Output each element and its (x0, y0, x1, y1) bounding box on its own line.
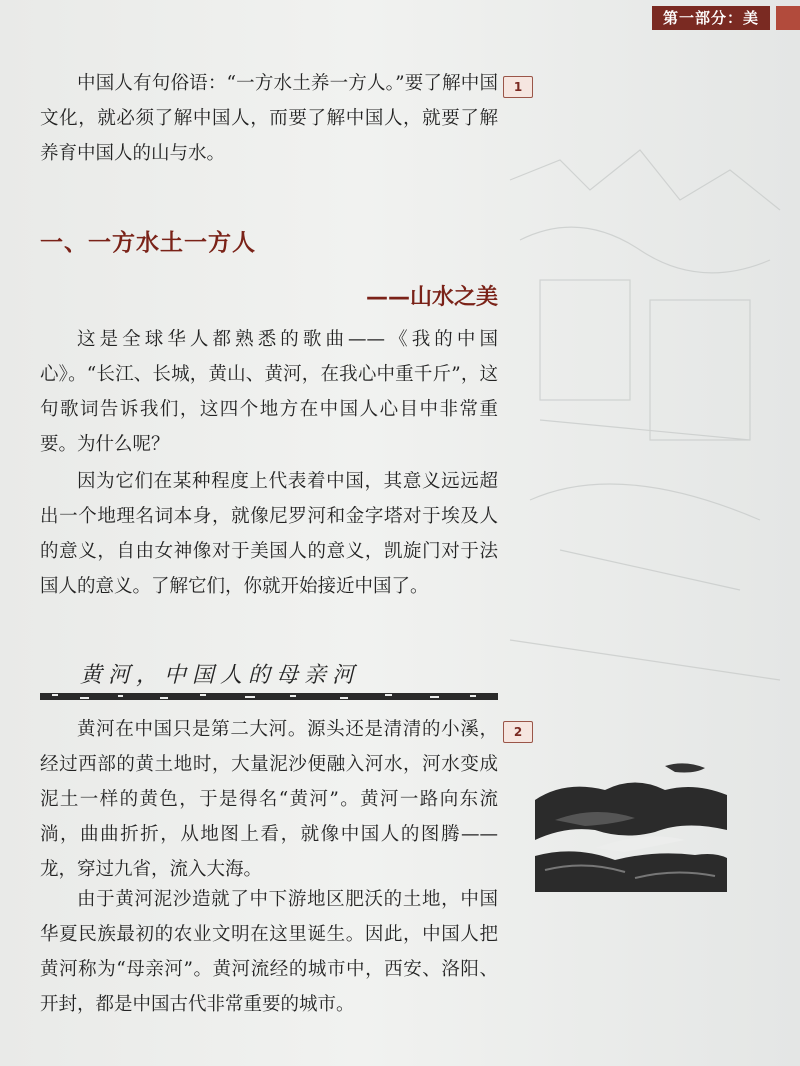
section-paragraph-2: 因为它们在某种程度上代表着中国，其意义远远超出一个地理名词本身，就像尼罗河和金字塔对于埃及人的意义，自由女神像对于美国人的意义，凯旋门对于法国人的意义。了解它们，你就开始接近中国了。 (40, 471, 498, 597)
section-tab: 第一部分：美 (652, 6, 770, 30)
audio-marker-2[interactable]: 2 (503, 721, 533, 743)
audio-marker-1[interactable]: 1 (503, 76, 533, 98)
intro-paragraph: 中国人有句俗语：“一方水土养一方人。”要了解中国文化，就必须了解中国人，而要了解中国人，就要了解养育中国人的山与水。 (40, 73, 498, 164)
subsection-title: 黄河，中国人的母亲河 (80, 663, 361, 688)
section-title: 一、一方水土一方人 (40, 230, 256, 256)
section-subtitle: ——山水之美 (365, 285, 498, 310)
subsection-paragraph-1: 黄河在中国只是第二大河。源头还是清清的小溪，经过西部的黄土地时，大量泥沙便融入河水，河水变成泥土一样的黄色，于是得名“黄河”。黄河一路向东流淌，曲曲折折，从地图上看，就像中国人的图腾——龙，穿过九省，流入大海。 (40, 719, 498, 880)
faded-sketch-illustration (500, 120, 790, 720)
river-woodcut-icon (535, 760, 727, 892)
section-paragraph-1: 这是全球华人都熟悉的歌曲——《我的中国心》。“长江、长城，黄山、黄河，在我心中重千斤”，这句歌词告诉我们，这四个地方在中国人心目中非常重要。为什么呢？ (40, 329, 498, 455)
subsection-paragraph-2: 由于黄河泥沙造就了中下游地区肥沃的土地，中国华夏民族最初的农业文明在这里诞生。因此，中国人把黄河称为“母亲河”。黄河流经的城市中，西安、洛阳、开封，都是中国古代非常重要的城市。 (40, 889, 498, 1015)
subsection-divider (40, 692, 498, 701)
section-tab-edge (776, 6, 800, 30)
